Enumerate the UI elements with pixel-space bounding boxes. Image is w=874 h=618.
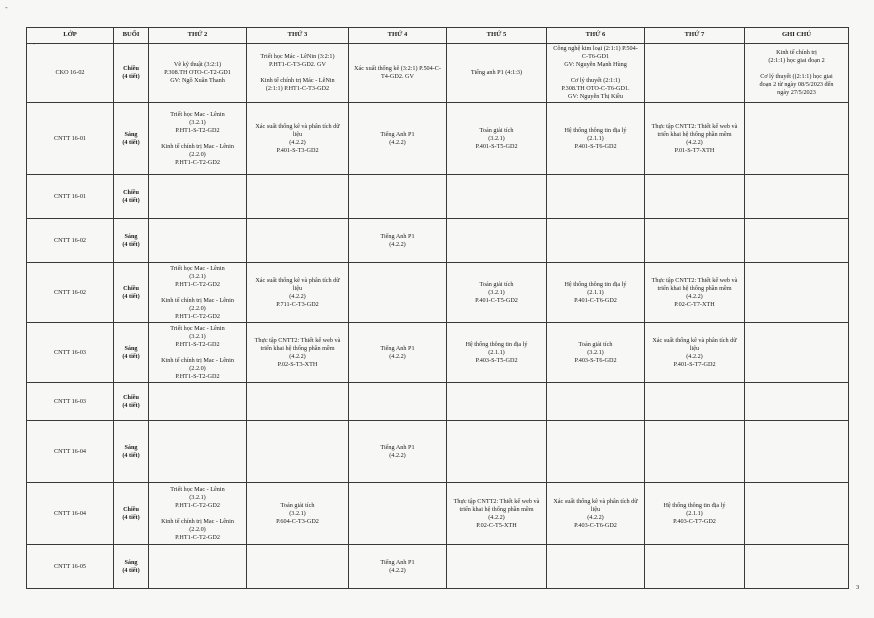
note-cell — [745, 219, 849, 263]
note-cell — [745, 323, 849, 383]
session-cell: Sáng (4 tiết) — [114, 323, 149, 383]
column-header: BUỔI — [114, 28, 149, 44]
schedule-cell — [247, 421, 349, 483]
schedule-cell — [247, 383, 349, 421]
class-name-cell: CNTT 16-03 — [27, 383, 114, 421]
note-cell: Kinh tế chính trị (2:1:1) học giai đoạn 2 Cơ lý thuyết ((2:1:1) học giai đoạn 2 từ ngày 08/5/2023 đến ngày 27/5/2023 — [745, 44, 849, 103]
schedule-cell: Tiếng Anh P1 (4.2.2) — [349, 323, 447, 383]
schedule-table — [26, 27, 849, 589]
schedule-cell: Xác suất thống kê và phân tích dữ liệu (4.2.2) P.711-C-T3-GD2 — [247, 263, 349, 323]
schedule-cell — [149, 175, 247, 219]
schedule-cell: Xác xuất thống kê (3:2:1) P.504-C- T4-GD2. GV — [349, 44, 447, 103]
schedule-cell — [447, 219, 547, 263]
schedule-cell: Toán giải tích (3.2.1) P.401-S-T5-GD2 — [447, 103, 547, 175]
class-name-cell: CNTT 16-05 — [27, 545, 114, 589]
class-name-cell: CNTT 16-03 — [27, 323, 114, 383]
schedule-cell — [547, 219, 645, 263]
schedule-cell: Thực tập CNTT2: Thiết kế web và triển khai hệ thống phần mềm (4.2.2) P.02-C-T7-XTH — [645, 263, 745, 323]
schedule-cell: Thực tập CNTT2: Thiết kế web và triển khai hệ thống phần mềm (4.2.2) P.02-S-T3-XTH — [247, 323, 349, 383]
schedule-cell: Công nghệ kim loại (2:1:1) P.504- C-T6-GD1 GV: Nguyễn Mạnh Hùng Cơ lý thuyết (2:1:1) P.308.TH OTO-C-T6-GD1. GV: Nguyễn Thị Kiều — [547, 44, 645, 103]
class-name-cell: CNTT 16-04 — [27, 421, 114, 483]
session-cell: Chiều (4 tiết) — [114, 483, 149, 545]
schedule-cell — [349, 175, 447, 219]
schedule-cell — [645, 545, 745, 589]
note-cell — [745, 545, 849, 589]
schedule-cell — [645, 421, 745, 483]
schedule-cell: Xác suất thống kê và phân tích dữ liệu (4.2.2) P.401-S-T3-GD2 — [247, 103, 349, 175]
schedule-cell: Triết học Mac - Lênin (3.2.1) P.HT1-S-T2-GD2 Kinh tế chính trị Mac - Lênin (2.2.0) P.HT1-S-T2-GD2 — [149, 323, 247, 383]
schedule-cell — [149, 421, 247, 483]
column-header: THỨ 5 — [447, 28, 547, 44]
table-row — [27, 103, 849, 175]
schedule-cell — [645, 219, 745, 263]
table-row — [27, 219, 849, 263]
schedule-cell: Triết học Mác - LêNin (3:2:1) P.HT1-C-T3-GD2. GV Kinh tế chính trị Mác - LêNin (2:1:1) P.HT1-C-T3-GD2 — [247, 44, 349, 103]
note-cell — [745, 383, 849, 421]
schedule-cell — [547, 175, 645, 219]
schedule-cell: Toán giải tích (3.2.1) P.403-S-T6-GD2 — [547, 323, 645, 383]
class-name-cell: CKO 16-02 — [27, 44, 114, 103]
schedule-cell: Vẽ kỹ thuật (3:2:1) P.308.TH OTO-C-T2-GD1 GV: Ngô Xuân Thanh — [149, 44, 247, 103]
schedule-cell: Xác suất thống kê và phân tích dữ liệu (4.2.2) P.403-C-T6-GD2 — [547, 483, 645, 545]
schedule-cell: Hệ thống thông tin địa lý (2.1.1) P.403-C-T7-GD2 — [645, 483, 745, 545]
schedule-cell — [547, 421, 645, 483]
schedule-cell: Hệ thống thông tin địa lý (2.1.1) P.401-S-T6-GD2 — [547, 103, 645, 175]
column-header: THỨ 7 — [645, 28, 745, 44]
table-row — [27, 545, 849, 589]
schedule-cell: Toán giải tích (3.2.1) P.401-C-T5-GD2 — [447, 263, 547, 323]
schedule-cell — [247, 219, 349, 263]
schedule-cell — [447, 175, 547, 219]
schedule-cell: Hệ thống thông tin địa lý (2.1.1) P.403-S-T5-GD2 — [447, 323, 547, 383]
session-cell: Chiều (4 tiết) — [114, 175, 149, 219]
scan-mark: · — [33, 42, 35, 48]
schedule-cell: Triết học Mac - Lênin (3.2.1) P.HT1-C-T2-GD2 Kinh tế chính trị Mac - Lênin (2.2.0) P.HT1-C-T2-GD2 — [149, 483, 247, 545]
schedule-cell — [547, 383, 645, 421]
table-row — [27, 383, 849, 421]
schedule-cell — [247, 545, 349, 589]
schedule-cell — [447, 421, 547, 483]
table-row — [27, 263, 849, 323]
schedule-cell — [349, 483, 447, 545]
schedule-cell: Toán giải tích (3.2.1) P.604-C-T3-GD2 — [247, 483, 349, 545]
header-row — [27, 28, 849, 44]
schedule-cell: Hệ thống thông tin địa lý (2.1.1) P.401-C-T6-GD2 — [547, 263, 645, 323]
schedule-cell: Tiếng Anh P1 (4.2.2) — [349, 545, 447, 589]
schedule-cell — [645, 175, 745, 219]
column-header: THỨ 6 — [547, 28, 645, 44]
table-row — [27, 175, 849, 219]
note-cell — [745, 483, 849, 545]
column-header: THỨ 2 — [149, 28, 247, 44]
schedule-cell — [149, 383, 247, 421]
note-cell — [745, 421, 849, 483]
scan-mark: - — [5, 3, 8, 12]
class-name-cell: CNTT 16-02 — [27, 263, 114, 323]
session-cell: Sáng (4 tiết) — [114, 545, 149, 589]
class-name-cell: CNTT 16-01 — [27, 103, 114, 175]
schedule-cell: Triết học Mac - Lênin (3.2.1) P.HT1-S-T2-GD2 Kinh tế chính trị Mac - Lênin (2.2.0) P.HT1-C-T2-GD2 — [149, 103, 247, 175]
schedule-cell — [349, 263, 447, 323]
column-header: THỨ 4 — [349, 28, 447, 44]
column-header: GHI CHÚ — [745, 28, 849, 44]
page-number: 3 — [856, 584, 860, 591]
column-header: THỨ 3 — [247, 28, 349, 44]
session-cell: Chiều (4 tiết) — [114, 263, 149, 323]
session-cell: Chiều (4 tiết) — [114, 44, 149, 103]
session-cell: Sáng (4 tiết) — [114, 421, 149, 483]
schedule-cell — [547, 545, 645, 589]
schedule-body — [27, 44, 849, 589]
schedule-cell — [447, 545, 547, 589]
session-cell: Chiều (4 tiết) — [114, 383, 149, 421]
note-cell — [745, 175, 849, 219]
schedule-cell: Tiếng Anh P1 (4.2.2) — [349, 103, 447, 175]
schedule-cell: Tiếng Anh P1 (4.2.2) — [349, 219, 447, 263]
schedule-cell — [645, 383, 745, 421]
table-row — [27, 44, 849, 103]
schedule-cell — [447, 383, 547, 421]
class-name-cell: CNTT 16-04 — [27, 483, 114, 545]
schedule-cell — [247, 175, 349, 219]
schedule-cell: Tiếng anh P1 (4:1:3) — [447, 44, 547, 103]
schedule-cell — [149, 545, 247, 589]
table-row — [27, 483, 849, 545]
column-header: LỚP — [27, 28, 114, 44]
session-cell: Sáng (4 tiết) — [114, 219, 149, 263]
class-name-cell: CNTT 16-01 — [27, 175, 114, 219]
schedule-cell — [645, 44, 745, 103]
schedule-cell: Xác suất thống kê và phân tích dữ liệu (4.2.2) P.401-S-T7-GD2 — [645, 323, 745, 383]
schedule-cell — [149, 219, 247, 263]
note-cell — [745, 263, 849, 323]
schedule-cell — [349, 383, 447, 421]
schedule-cell: Thực tập CNTT2: Thiết kế web và triển khai hệ thống phần mềm (4.2.2) P.02-C-T5-XTH — [447, 483, 547, 545]
schedule-cell: Thực tập CNTT2: Thiết kế web và triển khai hệ thống phần mềm (4.2.2) P.01-S-T7-XTH — [645, 103, 745, 175]
class-name-cell: CNTT 16-02 — [27, 219, 114, 263]
table-row — [27, 323, 849, 383]
session-cell: Sáng (4 tiết) — [114, 103, 149, 175]
table-row — [27, 421, 849, 483]
schedule-cell: Tiếng Anh P1 (4.2.2) — [349, 421, 447, 483]
note-cell — [745, 103, 849, 175]
schedule-cell: Triết học Mac - Lênin (3.2.1) P.HT1-C-T2-GD2 Kinh tế chính trị Mac - Lênin (2.2.0) P.HT1-C-T2-GD2 — [149, 263, 247, 323]
